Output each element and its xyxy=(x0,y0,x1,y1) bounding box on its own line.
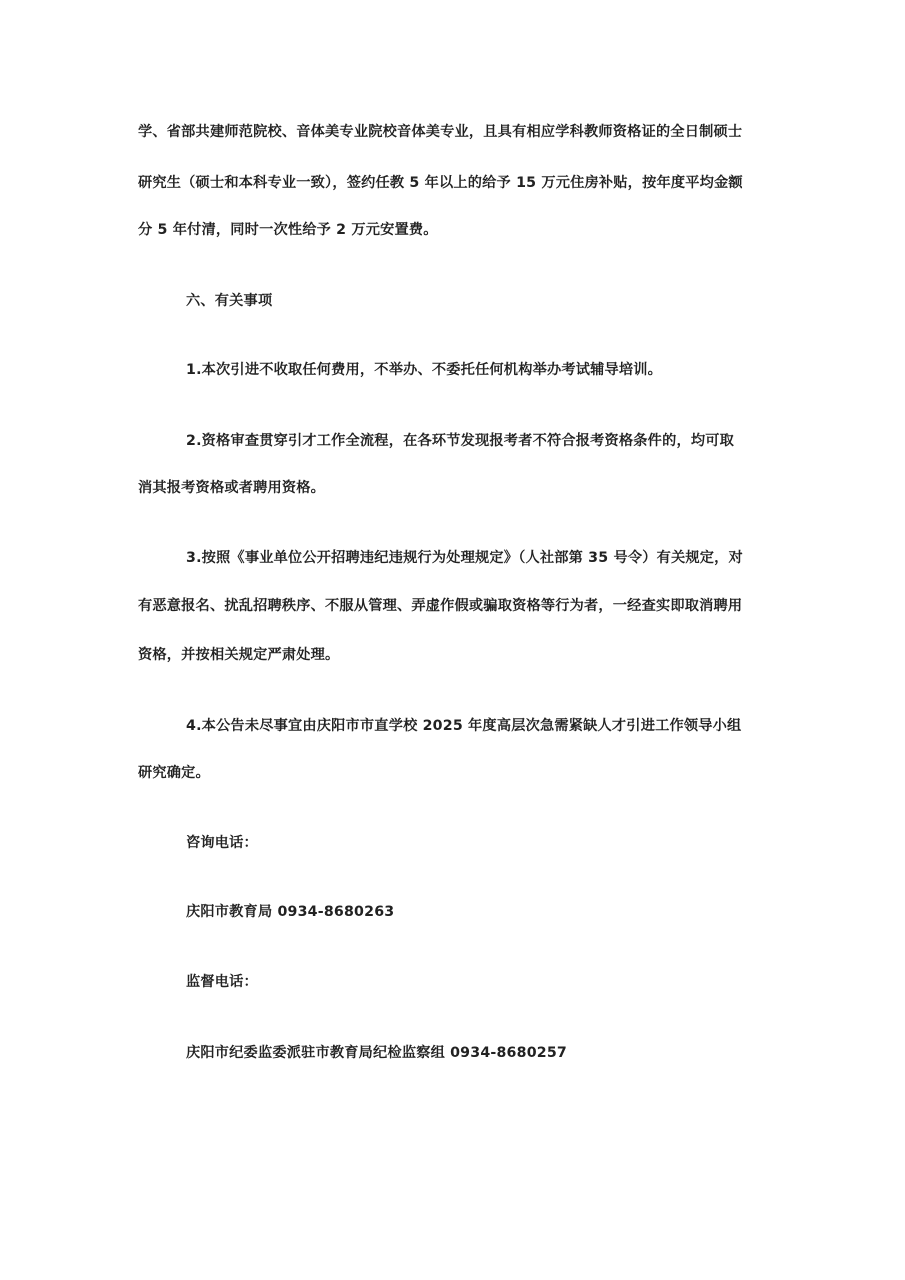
subsidy-paragraph-line-2: 研究生（硕士和本科专业一致），签约任教 5 年以上的给予 15 万元住房补贴，按年度平均金额 xyxy=(138,175,743,191)
section-heading: 六、有关事项 xyxy=(186,293,273,309)
item-2-line-2: 消其报考资格或者聘用资格。 xyxy=(138,480,326,496)
consult-phone-contact: 庆阳市教育局 0934-8680263 xyxy=(186,904,395,920)
item-1-line-1: 1.本次引进不收取任何费用，不举办、不委托任何机构举办考试辅导培训。 xyxy=(186,362,663,378)
item-3-line-3: 资格，并按相关规定严肃处理。 xyxy=(138,647,340,663)
subsidy-paragraph-line-1: 学、省部共建师范院校、音体美专业院校音体美专业，且具有相应学科教师资格证的全日制硕士 xyxy=(138,124,743,140)
supervise-phone-contact: 庆阳市纪委监委派驻市教育局纪检监察组 0934-8680257 xyxy=(186,1045,567,1061)
item-3-line-2: 有恶意报名、扰乱招聘秩序、不服从管理、弄虚作假或骗取资格等行为者，一经查实即取消聘用 xyxy=(138,598,743,614)
consult-phone-label: 咨询电话： xyxy=(186,835,258,851)
item-4-line-1: 4.本公告未尽事宜由庆阳市市直学校 2025 年度高层次急需紧缺人才引进工作领导小组 xyxy=(186,718,742,734)
item-3-line-1: 3.按照《事业单位公开招聘违纪违规行为处理规定》（人社部第 35 号令）有关规定，对 xyxy=(186,550,743,566)
item-2-line-1: 2.资格审查贯穿引才工作全流程，在各环节发现报考者不符合报考资格条件的，均可取 xyxy=(186,433,735,449)
supervise-phone-label: 监督电话： xyxy=(186,974,258,990)
item-4-line-2: 研究确定。 xyxy=(138,765,210,781)
subsidy-paragraph-line-3: 分 5 年付清，同时一次性给予 2 万元安置费。 xyxy=(138,222,438,238)
